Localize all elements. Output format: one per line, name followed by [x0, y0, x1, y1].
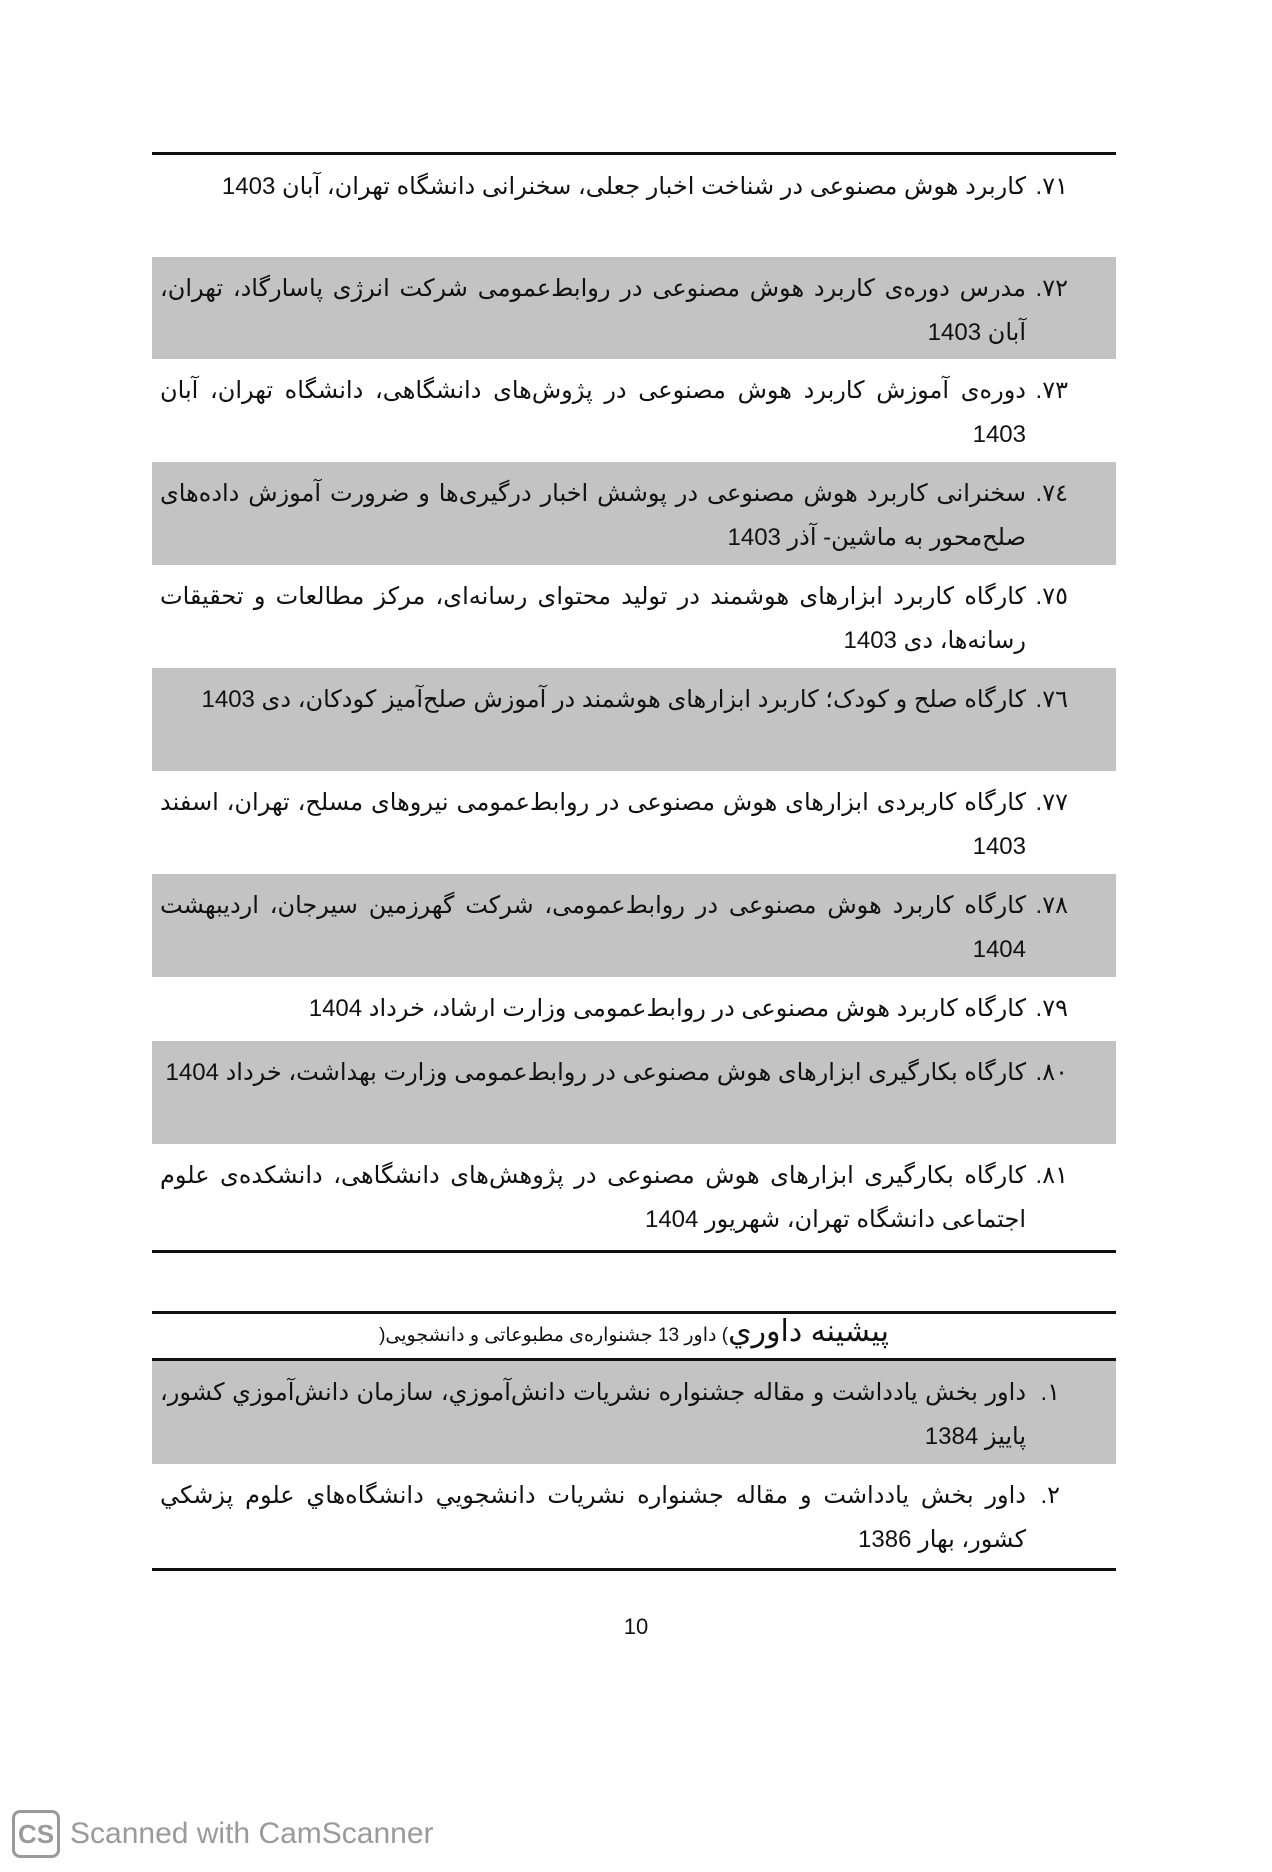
- item-text: کارگاه کاربرد هوش مصنوعی در روابط‌عمومی، شرکت گهرزمین سیرجان، اردیبهشت 1404: [160, 892, 1026, 963]
- list-item: [152, 359, 1116, 462]
- item-number: ۸۱.: [1035, 1162, 1068, 1189]
- list-item: [152, 1041, 1116, 1144]
- section-title-main: پیشینه داوري: [728, 1315, 889, 1348]
- item-text: سخنرانی کاربرد هوش مصنوعی در پوشش اخبار درگیری‌ها و ضرورت آموزش داده‌های صلح‌محور به ماشین- آذر 1403: [160, 480, 1026, 551]
- item-number: ۷۱.: [1035, 173, 1068, 200]
- list-item: [152, 668, 1116, 771]
- list-item: [152, 874, 1116, 977]
- item-number: ۲.: [1040, 1482, 1060, 1509]
- item-number: ۷۷.: [1035, 789, 1068, 816]
- item-text: مدرس دوره‌ی کاربرد هوش مصنوعی در روابط‌عمومی شرکت انرژی پاسارگاد، تهران، آبان 1403: [160, 275, 1026, 346]
- page-number: 10: [623, 1614, 649, 1639]
- list-item: [152, 155, 1116, 257]
- camscanner-watermark: [12, 1806, 434, 1862]
- item-text: کارگاه کاربرد هوش مصنوعی در روابط‌عمومی وزارت ارشاد، خرداد 1404: [308, 995, 1026, 1022]
- item-number: ۱.: [1040, 1379, 1060, 1406]
- item-text: کارگاه بکارگیری ابزارهای هوش مصنوعی در روابط‌عمومی وزارت بهداشت، خرداد 1404: [165, 1059, 1026, 1086]
- item-text: داور بخش يادداشت و مقاله جشنواره نشريات دانشجويي دانشگاه‌هاي علوم پزشكي كشور، بهار 1386: [160, 1482, 1026, 1553]
- item-text: کارگاه بکارگیری ابزارهای هوش مصنوعی در پژوهش‌های دانشگاهی، دانشکده‌ی علوم اجتماعی دانشگاه تهران، شهریور 1404: [160, 1162, 1026, 1233]
- section-title: [152, 1314, 1116, 1358]
- item-number: ۷٥.: [1035, 583, 1068, 610]
- table-bottom-rule: [152, 1568, 1116, 1571]
- watermark-text: Scanned with CamScanner: [70, 1817, 434, 1850]
- list-item: [152, 977, 1116, 1041]
- list-item: [152, 565, 1116, 668]
- list-item: [152, 257, 1116, 359]
- camscanner-logo-icon: CS: [12, 1810, 60, 1858]
- list-item: [152, 462, 1116, 565]
- list-item: [152, 1464, 1116, 1568]
- item-text: کارگاه کاربرد ابزارهای هوشمند در تولید محتوای رسانه‌ای، مرکز مطالعات و تحقیقات رسانه‌ها، دی 1403: [160, 583, 1026, 654]
- item-text: کاربرد هوش مصنوعی در شناخت اخبار جعلی، سخنرانی دانشگاه تهران، آبان 1403: [221, 173, 1026, 200]
- table-bottom-rule: [152, 1250, 1116, 1253]
- section2-table: [152, 1311, 1116, 1571]
- item-number: ۷٦.: [1035, 686, 1068, 713]
- section1-table: [152, 152, 1116, 1253]
- section-title-sub: ) داور 13 جشنواره‌ی مطبوعاتی و دانشجویی(: [379, 1325, 729, 1346]
- item-text: دوره‌ی آموزش کاربرد هوش مصنوعی در پژوش‌های دانشگاهی، دانشگاه تهران، آبان 1403: [160, 377, 1026, 448]
- item-number: ۷۲.: [1035, 275, 1068, 302]
- item-text: کارگاه صلح و کودک؛ کاربرد ابزارهای هوشمند در آموزش صلح‌آمیز کودکان، دی 1403: [201, 686, 1026, 713]
- list-item: [152, 771, 1116, 874]
- item-number: ۷٤.: [1035, 480, 1068, 507]
- item-number: ۷۳.: [1035, 377, 1068, 404]
- list-item: [152, 1144, 1116, 1250]
- list-item: [152, 1361, 1116, 1464]
- item-text: کارگاه کاربردی ابزارهای هوش مصنوعی در روابط‌عمومی نیروهای مسلح، تهران، اسفند 1403: [160, 789, 1026, 860]
- item-number: ۷۸.: [1035, 892, 1068, 919]
- item-text: داور بخش يادداشت و مقاله جشنواره نشريات دانش‌آموزي، سازمان دانش‌آموزي كشور، پاييز 1384: [160, 1379, 1027, 1450]
- item-number: ۸۰.: [1035, 1059, 1068, 1086]
- item-number: ۷۹.: [1035, 995, 1068, 1022]
